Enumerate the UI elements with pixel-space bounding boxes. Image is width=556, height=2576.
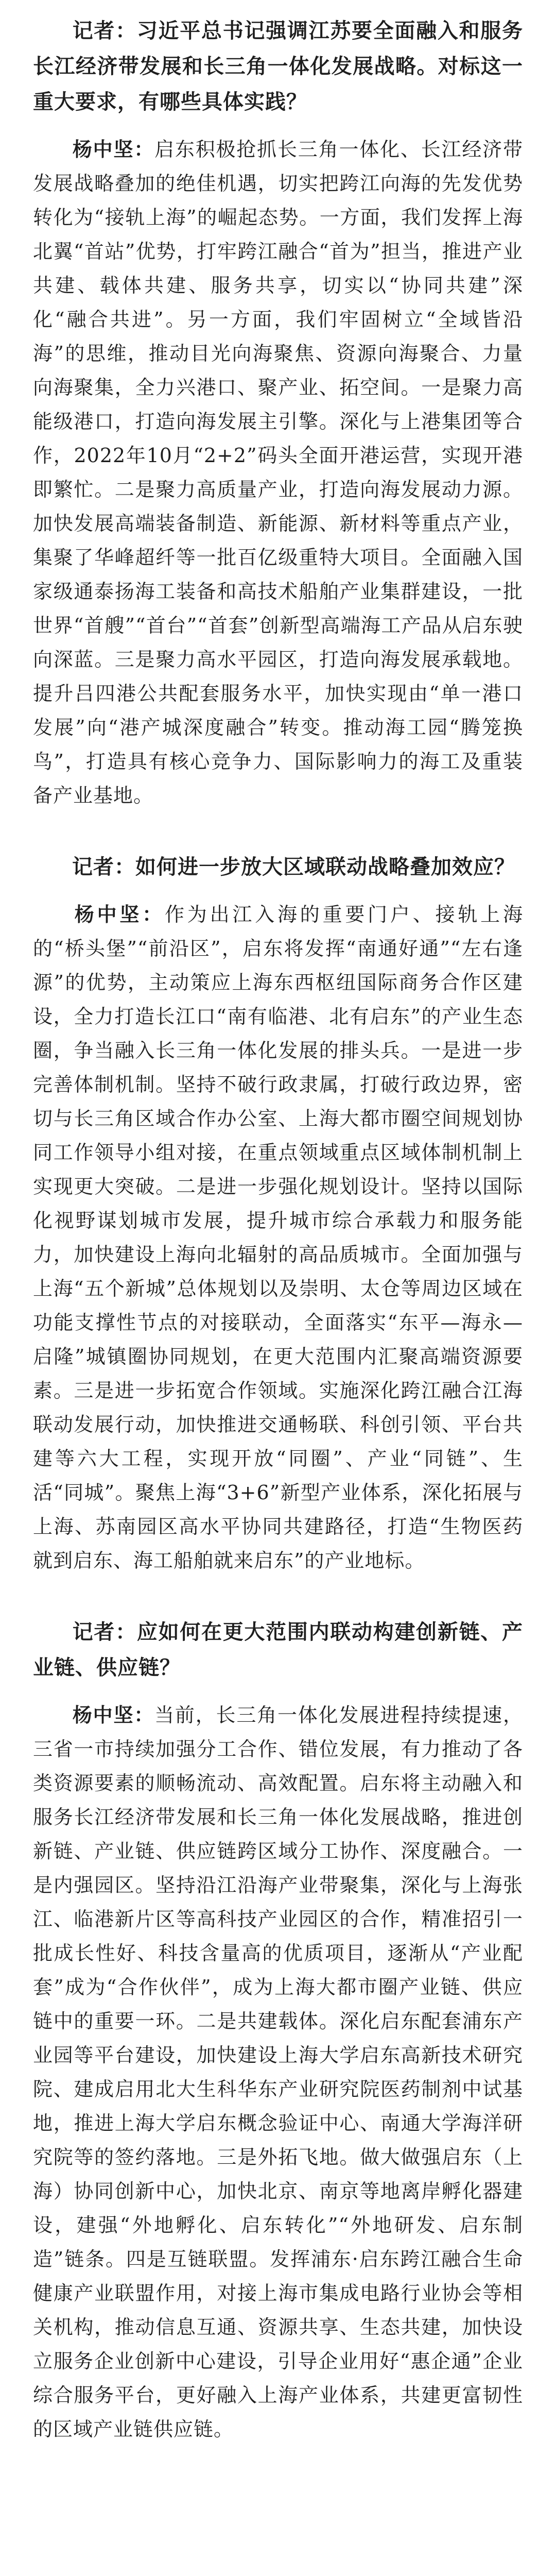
answer-1-text: 启东积极抢抓长三角一体化、长江经济带发展战略叠加的绝佳机遇，切实把跨江向海的先发优势转化为“接轨上海”的崛起态势。一方面，我们发挥上海北翼“首站”优势，打牢跨江融合“首为”担当，推进产业共建、载体共建、服务共享，切实以“协同共建”深化“融合共进”。另一方面，我们牢固树立“全域皆沿海”的思维，推动目光向海聚焦、资源向海聚合、力量向海聚集，全力兴港口、聚产业、拓空间。一是聚力高能级港口，打造向海发展主引擎。深化与上港集团等合作，2022年10月“2+2”码头全面开港运营，实现开港即繁忙。二是聚力高质量产业，打造向海发展动力源。加快发展高端装备制造、新能源、新材料等重点产业，集聚了华峰超纤等一批百亿级重特大项目。全面融入国家级通泰扬海工装备和高技术船舶产业集群建设，一批世界“首艘”“首台”“首套”创新型高端海工产品从启东驶向深蓝。三是聚力高水平园区，打造向海发展承载地。提升吕四港公共配套服务水平，加快实现由“单一港口发展”向“港产城深度融合”转变。推动海工园“腾笼换鸟”，打造具有核心竞争力、国际影响力的海工及重装备产业基地。 [33,138,523,807]
question-3 [33,1615,523,1686]
qa-section-1 [33,13,523,812]
question-1-text: 习近平总书记强调江苏要全面融入和服务长江经济带发展和长三角一体化发展战略。对标这一重大要求，有哪些具体实践？ [33,19,524,114]
answer-3-text: 当前，长三角一体化发展进程持续提速，三省一市持续加强分工合作、错位发展，有力推动了各类资源要素的顺畅流动、高效配置。启东将主动融入和服务长江经济带发展和长三角一体化发展战略，推进创新链、产业链、供应链跨区域分工协作、深度融合。一是内强园区。坚持沿江沿海产业带聚集，深化与上海张江、临港新片区等高科技产业园区的合作，精准招引一批成长性好、科技含量高的优质项目，逐渐从“产业配套”成为“合作伙伴”，成为上海大都市圈产业链、供应链中的重要一环。二是共建载体。深化启东配套浦东产业园等平台建设，加快建设上海大学启东高新技术研究院、建成启用北大生科华东产业研究院医药制剂中试基地，推进上海大学启东概念验证中心、南通大学海洋研究院等的签约落地。三是外拓飞地。做大做强启东（上海）协同创新中心，加快北京、南京等地离岸孵化器建设，建强“外地孵化、启东转化”“外地研发、启东制造”链条。四是互链联盟。发挥浦东·启东跨江融合生命健康产业联盟作用，对接上海市集成电路行业协会等相关机构，推动信息互通、资源共享、生态共建，加快设立服务企业创新中心建设，引导企业用好“惠企通”企业综合服务平台，更好融入上海产业体系，共建更富韧性的区域产业链供应链。 [33,1704,523,2441]
question-1-speaker: 记者： [72,19,137,43]
section-gap [33,1578,523,1615]
answer-3-speaker: 杨中坚： [72,1704,155,1726]
question-2-speaker: 记者： [72,855,135,879]
question-2-text: 如何进一步放大区域联动战略叠加效应？ [135,855,515,879]
qa-section-3 [33,1615,523,2446]
answer-3 [33,1698,523,2446]
answer-1 [33,132,523,812]
question-1 [33,13,523,120]
question-3-text: 应如何在更大范围内联动构建创新链、产业链、供应链？ [33,1620,524,1680]
question-3-speaker: 记者： [72,1620,137,1644]
answer-1-speaker: 杨中坚： [72,138,155,161]
answer-2-text: 作为出江入海的重要门户、接轨上海的“桥头堡”“前沿区”，启东将发挥“南通好通”“左右逢源”的优势，主动策应上海东西枢纽国际商务合作区建设，全力打造长江口“南有临港、北有启东”的产业生态圈，争当融入长三角一体化发展的排头兵。一是进一步完善体制机制。坚持不破行政隶属，打破行政边界，密切与长三角区域合作办公室、上海大都市圈空间规划协同工作领导小组对接，在重点领域重点区域体制机制上实现更大突破。二是进一步强化规划设计。坚持以国际化视野谋划城市发展，提升城市综合承载力和服务能力，加快建设上海向北辐射的高品质城市。全面加强与上海“五个新城”总体规划以及崇明、太仓等周边区域在功能支撑性节点的对接联动，全面落实“东平—海永—启隆”城镇圈协同规划，在更大范围内汇聚高端资源要素。三是进一步拓宽合作领域。实施深化跨江融合江海联动发展行动，加快推进交通畅联、科创引领、平台共建等六大工程，实现开放“同圈”、产业“同链”、生活“同城”。聚焦上海“3+6”新型产业体系，深化拓展与上海、苏南园区高水平协同共建路径，打造“生物医药就到启东、海工船舶就来启东”的产业地标。 [33,903,523,1572]
section-gap [33,812,523,850]
question-2 [33,850,523,885]
qa-section-2 [33,850,523,1578]
answer-2-speaker: 杨中坚： [72,903,165,926]
answer-2 [33,897,523,1578]
